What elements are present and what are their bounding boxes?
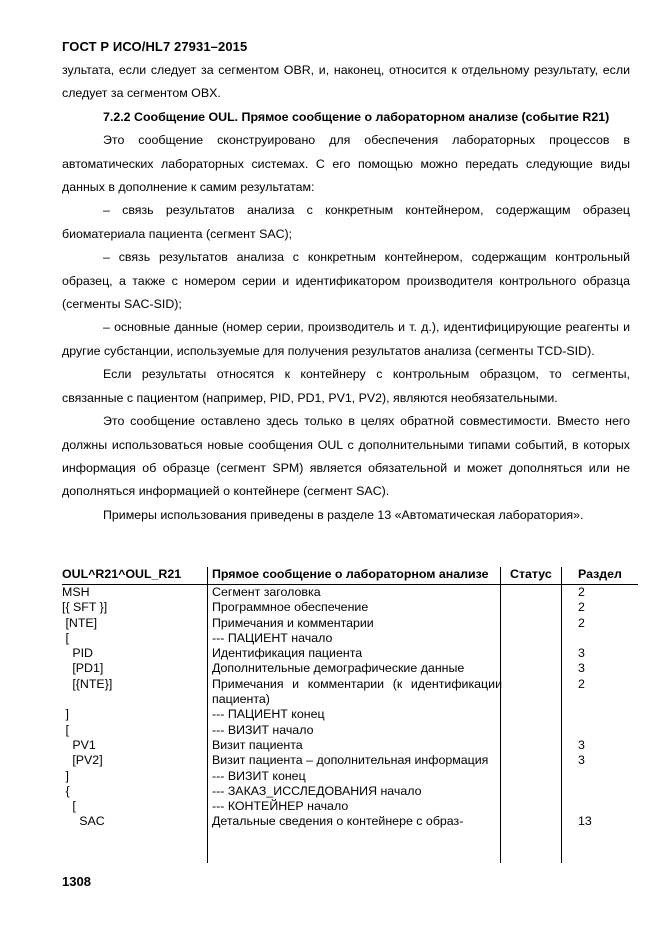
column-divider xyxy=(500,567,501,863)
table-row xyxy=(62,646,638,661)
column-divider xyxy=(207,567,208,863)
segment-section xyxy=(570,631,638,646)
segment-section xyxy=(570,769,638,784)
segment-code: [{ SFT }] xyxy=(62,600,108,615)
segment-code: { xyxy=(62,783,70,798)
segment-description: --- ВИЗИТ конец xyxy=(212,768,306,783)
table-row xyxy=(62,600,638,615)
paragraph-control-sample: Если результаты относятся к контейнеру с контрольным образцом, то сегменты, связанные с пациентом (например, PID, PD1, PV1, PV2), являются необязательными. xyxy=(62,367,630,405)
table-header xyxy=(62,567,638,585)
segment-code: SAC xyxy=(62,814,105,829)
segment-code: [ xyxy=(62,799,76,814)
segment-section xyxy=(570,707,638,722)
segment-section xyxy=(570,723,638,738)
segment-status xyxy=(502,784,570,799)
segment-description: Детальные сведения о контейнере с образ- xyxy=(212,814,464,829)
table-row xyxy=(62,661,638,676)
section-heading: 7.2.2 Сообщение OUL. Прямое сообщение о лабораторном анализе (событие R21) xyxy=(103,109,610,124)
table-row xyxy=(62,677,638,708)
segment-section xyxy=(570,799,638,814)
segment-code: [ xyxy=(62,722,69,737)
segment-code: PV1 xyxy=(62,737,96,752)
table-row xyxy=(62,769,638,784)
segment-status xyxy=(502,769,570,784)
segment-section: 3 xyxy=(578,661,585,676)
segment-status xyxy=(502,723,570,738)
segment-description: --- ВИЗИТ начало xyxy=(212,722,314,737)
header-section: Раздел xyxy=(578,567,622,581)
segment-section: 2 xyxy=(578,615,585,630)
segment-status xyxy=(502,585,570,600)
paragraph-compatibility: Это сообщение оставлено здесь только в целях обратной совместимости. Вместо него должны использоваться новые сообщения OUL с дополнительными типами событий, в которых информация об образце (сегмент SPM) является обязательной и может дополняться или не дополняться информацией о контейнере (сегмент SAC). xyxy=(62,414,630,499)
segment-status xyxy=(502,616,570,631)
page-number: 1308 xyxy=(62,874,91,889)
segment-status xyxy=(502,814,570,829)
segment-status xyxy=(502,799,570,814)
segment-status xyxy=(502,738,570,753)
body-text xyxy=(62,59,630,527)
segment-section xyxy=(570,784,638,799)
segment-section: 2 xyxy=(578,676,585,691)
segment-status xyxy=(502,677,570,708)
segment-description: --- КОНТЕЙНЕР начало xyxy=(212,799,349,814)
segment-description: --- ПАЦИЕНТ конец xyxy=(212,707,325,722)
segment-section: 13 xyxy=(578,814,592,829)
header-message: OUL^R21^OUL_R21 xyxy=(62,567,182,581)
segment-description: Визит пациента – дополнительная информация xyxy=(212,753,489,768)
segment-section: 2 xyxy=(578,600,585,615)
bullet-item: – связь результатов анализа с конкретным контейнером, содержащим контрольный образец, а также с номером серии и идентификатором производителя контрольного образца (сегменты SAC-SID); xyxy=(62,250,630,312)
table-row xyxy=(62,616,638,631)
segment-code: ] xyxy=(62,707,69,722)
segment-table xyxy=(62,567,638,830)
paragraph-continuation: зультата, если следует за сегментом OBR, и, наконец, относится к отдельному результату, если следует за сегментом OBX. xyxy=(62,63,630,101)
table-row xyxy=(62,723,638,738)
segment-section: 3 xyxy=(578,737,585,752)
segment-code: [{NTE}] xyxy=(62,676,113,691)
segment-code: [ xyxy=(62,630,69,645)
table-row xyxy=(62,784,638,799)
table-row xyxy=(62,799,638,814)
document-header: ГОСТ Р ИСО/HL7 27931–2015 xyxy=(62,39,248,54)
segment-description: Примечания и комментарии (к идентификации пациента) xyxy=(212,676,502,707)
table-row xyxy=(62,738,638,753)
table-row xyxy=(62,585,638,600)
header-description: Прямое сообщение о лабораторном анализе xyxy=(212,567,489,581)
segment-code: [NTE] xyxy=(62,615,98,630)
segment-status xyxy=(502,753,570,768)
bullet-item: – основные данные (номер серии, производитель и т. д.), идентифицирующие реагенты и другие субстанции, используемые для получения результатов анализа (сегменты TCD-SID). xyxy=(62,320,630,358)
segment-status xyxy=(502,600,570,615)
segment-description: Визит пациента xyxy=(212,737,303,752)
segment-code: PID xyxy=(62,646,93,661)
segment-section: 2 xyxy=(578,585,585,599)
bullet-item: – связь результатов анализа с конкретным контейнером, содержащим образец биоматериала пациента (сегмент SAC); xyxy=(62,203,630,241)
segment-description: Идентификация пациента xyxy=(212,646,363,661)
table-row xyxy=(62,814,638,829)
segment-code: [PD1] xyxy=(62,661,104,676)
segment-status xyxy=(502,661,570,676)
table-row xyxy=(62,753,638,768)
segment-description: Примечания и комментарии xyxy=(212,615,374,630)
segment-section: 3 xyxy=(578,753,585,768)
segment-code: [PV2] xyxy=(62,753,103,768)
column-divider xyxy=(561,567,562,863)
header-status: Статус xyxy=(510,567,552,581)
segment-status xyxy=(502,646,570,661)
segment-description: Программное обеспечение xyxy=(212,600,369,615)
segment-description: Дополнительные демографические данные xyxy=(212,661,465,676)
segment-code: ] xyxy=(62,768,69,783)
paragraph-examples: Примеры использования приведены в разделе 13 «Автоматическая лаборатория». xyxy=(103,507,584,522)
segment-description: Сегмент заголовка xyxy=(212,585,321,599)
segment-description: --- ПАЦИЕНТ начало xyxy=(212,630,333,645)
paragraph-intro: Это сообщение сконструировано для обеспечения лабораторных процессов в автоматических лабораторных системах. С его помощью можно передать следующие виды данных в дополнение к самим результатам: xyxy=(62,133,630,195)
segment-status xyxy=(502,707,570,722)
segment-code: MSH xyxy=(62,585,90,599)
table-body xyxy=(62,585,638,830)
table-row xyxy=(62,707,638,722)
segment-section: 3 xyxy=(578,646,585,661)
table-row xyxy=(62,631,638,646)
segment-description: --- ЗАКАЗ_ИССЛЕДОВАНИЯ начало xyxy=(212,783,422,798)
segment-status xyxy=(502,631,570,646)
